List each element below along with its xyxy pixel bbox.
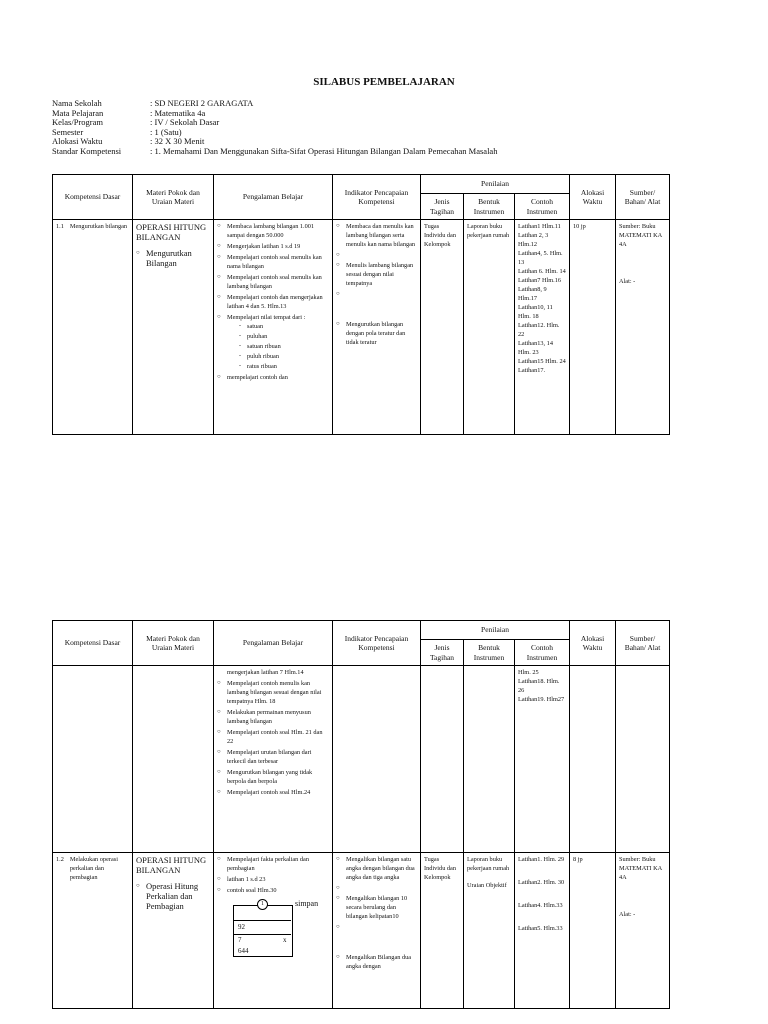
col-materi: Materi Pokok dan Uraian Materi	[133, 175, 214, 220]
materi-item: ○ Operasi Hitung Perkalian dan Pembagian	[136, 881, 210, 911]
sub-item: - puluhan	[239, 332, 329, 341]
col-bentuk-instrumen: Bentuk Instrumen	[464, 194, 515, 220]
col-alokasi: Alokasi Waktu	[570, 175, 616, 220]
info-value: : IV / Sekolah Dasar	[150, 117, 220, 128]
page-title: SILABUS PEMBELAJARAN	[313, 76, 455, 88]
col-indikator: Indikator Pencapaian Kompetensi	[333, 621, 421, 666]
list-item: ○ mempelajari contoh dan	[217, 373, 329, 382]
cell-contoh	[515, 853, 570, 1009]
info-row-mapel	[52, 109, 497, 119]
spacer	[619, 249, 666, 277]
contoh-item: Latihan8, 9 Hlm.17	[518, 286, 547, 302]
materi-title: OPERASI HITUNG BILANGAN	[136, 855, 207, 875]
sub-item: - satuan ribuan	[239, 342, 329, 351]
info-row-kelas	[52, 118, 497, 128]
list-item: ○ latihan 1 s.d 23	[217, 875, 329, 884]
sumber-text: Sumber: Buku MATEMATI KA 4A	[619, 856, 662, 881]
cell-indikator	[333, 666, 421, 853]
list-item: ○ Mempelajari fakta perkalian dan pembagian	[217, 855, 329, 873]
col-contoh-instrumen: Contoh Instrumen	[515, 194, 570, 220]
spacer	[336, 251, 417, 259]
sub-item: - ratus ribuan	[239, 362, 329, 371]
cell-alokasi	[570, 666, 616, 853]
info-row-standar	[52, 147, 497, 157]
contoh-item: Latihan12. Hlm. 22	[518, 322, 560, 338]
list-item: ○ Melakukan permainan menyusun lambang bilangan	[217, 708, 329, 726]
cell-jenis: Tugas Individu dan Kelompok	[421, 853, 464, 1009]
cell-bentuk: Laporan buku pekerjaan rumah	[464, 220, 515, 435]
contoh-item: Latihan1 Hlm.11	[518, 223, 561, 230]
list-item: ○ Membaca dan menulis kan lambang bilangan serta menulis kan nama bilangan	[336, 222, 417, 249]
contoh-item: Latihan7 Hlm.16	[518, 277, 562, 284]
cell-bentuk	[464, 853, 515, 1009]
spacer	[336, 290, 417, 318]
table-row	[53, 220, 670, 435]
table-row	[53, 853, 670, 1009]
cell-indikator	[333, 853, 421, 1009]
list-item: ○ Membaca lambang bilangan 1.001 sampai dengan 50.000	[217, 222, 329, 240]
list-item: ○ Mempelajari contoh soal menulis kan nama bilangan	[217, 253, 329, 271]
list-item: ○ Mengurutkan bilangan dengan pola teratur dan tidak teratur	[336, 320, 417, 347]
col-sumber: Sumber/ Bahan/ Alat	[616, 175, 670, 220]
info-block	[52, 99, 497, 157]
info-row-semester	[52, 128, 497, 138]
cell-kompetensi	[53, 853, 133, 1009]
info-key: Alokasi Waktu	[52, 136, 103, 147]
spacer	[619, 882, 666, 910]
cell-contoh	[515, 666, 570, 853]
list-item: ○ Mengalikan bilangan satu angka dengan bilangan dua angka dan tiga angka	[336, 855, 417, 882]
cell-alokasi: 10 jp	[570, 220, 616, 435]
alat-text: Alat: -	[619, 911, 636, 918]
calc-line: 92	[238, 923, 245, 931]
col-penilaian: Penilaian	[421, 175, 570, 194]
cell-kompetensi	[53, 220, 133, 435]
contoh-item: Latihan13, 14 Hlm. 23	[518, 340, 553, 356]
col-jenis-tagihan: Jenis Tagihan	[421, 194, 464, 220]
col-contoh-instrumen: Contoh Instrumen	[515, 640, 570, 666]
col-alokasi: Alokasi Waktu	[570, 621, 616, 666]
list-item: ○ Mempelajari contoh dan mengerjakan latihan 4 dan 5. Hlm.13	[217, 293, 329, 311]
kd-number: 1.1	[56, 223, 64, 230]
contoh-item: Latihan 2, 3 Hlm.12	[518, 232, 549, 248]
sub-item: - satuan	[239, 322, 329, 331]
col-materi: Materi Pokok dan Uraian Materi	[133, 621, 214, 666]
spacer	[518, 910, 566, 924]
bentuk-text-2: Uraian Objektif	[467, 882, 507, 889]
list-item: ○ Mengalikan Bilangan dua angka dengan	[336, 953, 417, 971]
list-item-text: Mempelajari nilai tempat dari :	[227, 314, 306, 321]
list-item: ○ contoh soal Hlm.30	[217, 886, 329, 895]
col-pengalaman: Pengalaman Belajar	[214, 621, 333, 666]
list-item: ○ Mempelajari contoh menulis kan lambang bilangan sesuai dengan nilai tempatnya Hlm. 18	[217, 679, 329, 706]
syllabus-table-1	[52, 174, 670, 435]
calc-operator: x	[283, 936, 287, 944]
list-item: ○ Mempelajari contoh soal menulis kan lambang bilangan	[217, 273, 329, 291]
alat-text: Alat: -	[619, 278, 636, 285]
contoh-item: Latihan15 Hlm. 24	[518, 358, 566, 365]
kd-text: Melakukan operasi perkalian dan pembagian	[69, 856, 118, 881]
cell-sumber	[616, 853, 670, 1009]
col-jenis-tagihan: Jenis Tagihan	[421, 640, 464, 666]
info-value: : Matematika 4a	[150, 107, 206, 118]
table-row	[53, 666, 670, 853]
cell-contoh	[515, 220, 570, 435]
list-item: ○ Mempelajari contoh soal Hlm. 21 dan 22	[217, 728, 329, 746]
multiplication-example	[233, 897, 325, 957]
simpan-label: simpan	[295, 899, 319, 908]
info-row-sekolah	[52, 99, 497, 109]
list-item: ○ Mengalikan bilangan 10 secara berulang dan bilangan kelipatan10	[336, 894, 417, 921]
materi-item: ○ Mengurutkan Bilangan	[136, 248, 210, 268]
contoh-item: Latihan 6. Hlm. 14	[518, 268, 566, 275]
contoh-item: Latihan4. Hlm.33	[518, 902, 563, 909]
carry-circle: 1	[257, 899, 268, 910]
cell-alokasi: 8 jp	[570, 853, 616, 1009]
col-indikator: Indikator Pencapaian Kompetensi	[333, 175, 421, 220]
cell-materi	[133, 220, 214, 435]
info-key: Standar Kompetensi	[52, 145, 122, 156]
col-kompetensi-dasar: Kompetensi Dasar	[53, 175, 133, 220]
cell-pengalaman	[214, 853, 333, 1009]
cell-jenis: Tugas Individu dan Kelompok	[421, 220, 464, 435]
spacer	[467, 873, 511, 881]
spacer	[518, 864, 566, 878]
cell-pengalaman	[214, 220, 333, 435]
cell-bentuk	[464, 666, 515, 853]
cell-pengalaman	[214, 666, 333, 853]
info-key: Semester	[52, 126, 84, 137]
contoh-item: Latihan5. Hlm.33	[518, 925, 563, 932]
sub-item: - puluh ribuan	[239, 352, 329, 361]
cell-sumber	[616, 666, 670, 853]
sumber-text: Sumber: Buku MATEMATI KA 4A	[619, 223, 662, 248]
info-value: : 32 X 30 Menit	[150, 136, 205, 147]
info-value: : 1 (Satu)	[150, 126, 182, 137]
calc-line: 7	[238, 936, 242, 944]
info-value: : SD NEGERI 2 GARAGATA	[150, 98, 254, 108]
contoh-item: Latihan18. Hlm. 26	[518, 678, 560, 694]
kd-text: Mengurutkan bilangan	[69, 223, 128, 230]
cell-materi	[133, 666, 214, 853]
contoh-item: Latihan4, 5. Hlm. 13	[518, 250, 563, 266]
list-item: ○ Mengerjakan latihan 1 s.d 19	[217, 242, 329, 251]
spacer	[336, 923, 417, 951]
list-item: ○ Mempelajari contoh soal Hlm.24	[217, 788, 329, 797]
kd-number: 1.2	[56, 856, 64, 863]
contoh-item: Latihan1. Hlm. 29	[518, 856, 565, 863]
materi-title: OPERASI HITUNG BILANGAN	[136, 222, 207, 242]
spacer	[518, 887, 566, 901]
col-pengalaman: Pengalaman Belajar	[214, 175, 333, 220]
col-penilaian: Penilaian	[421, 621, 570, 640]
contoh-item: Latihan19. Hlm27	[518, 696, 565, 703]
col-bentuk-instrumen: Bentuk Instrumen	[464, 640, 515, 666]
calc-result: 644	[238, 947, 249, 955]
cell-materi	[133, 853, 214, 1009]
info-key: Kelas/Program	[52, 117, 103, 128]
col-sumber: Sumber/ Bahan/ Alat	[616, 621, 670, 666]
syllabus-table-2	[52, 620, 670, 1009]
contoh-item: Hlm. 25	[518, 669, 539, 676]
contoh-item: Latihan10, 11 Hlm. 18	[518, 304, 553, 320]
cell-jenis	[421, 666, 464, 853]
list-item	[217, 313, 329, 371]
info-key: Mata Pelajaran	[52, 107, 104, 118]
spacer	[336, 884, 417, 892]
cell-sumber	[616, 220, 670, 435]
list-item-cont: mengerjakan latihan 7 Hlm.14	[227, 669, 304, 676]
divider	[233, 934, 291, 935]
contoh-item: Latihan17.	[518, 367, 546, 374]
list-item: ○ Menulis lambang bilangan sesuai dengan nilai tempatnya	[336, 261, 417, 288]
list-item: ○ Mengurutkan bilangan yang tidak berpola dan berpola	[217, 768, 329, 786]
bentuk-text: Laporan buku pekerjaan rumah	[467, 856, 510, 872]
cell-kompetensi	[53, 666, 133, 853]
contoh-item: Latihan2. Hlm. 30	[518, 879, 565, 886]
cell-indikator	[333, 220, 421, 435]
info-key: Nama Sekolah	[52, 98, 102, 108]
list-item: ○ Mempelajari urutan bilangan dari terkecil dan terbesar	[217, 748, 329, 766]
col-kompetensi-dasar: Kompetensi Dasar	[53, 621, 133, 666]
divider	[233, 920, 291, 921]
info-value: : 1. Memahami Dan Menggunakan Sifta-Sifat Operasi Hitungan Bilangan Dalam Pemecahan Masalah	[150, 145, 498, 156]
